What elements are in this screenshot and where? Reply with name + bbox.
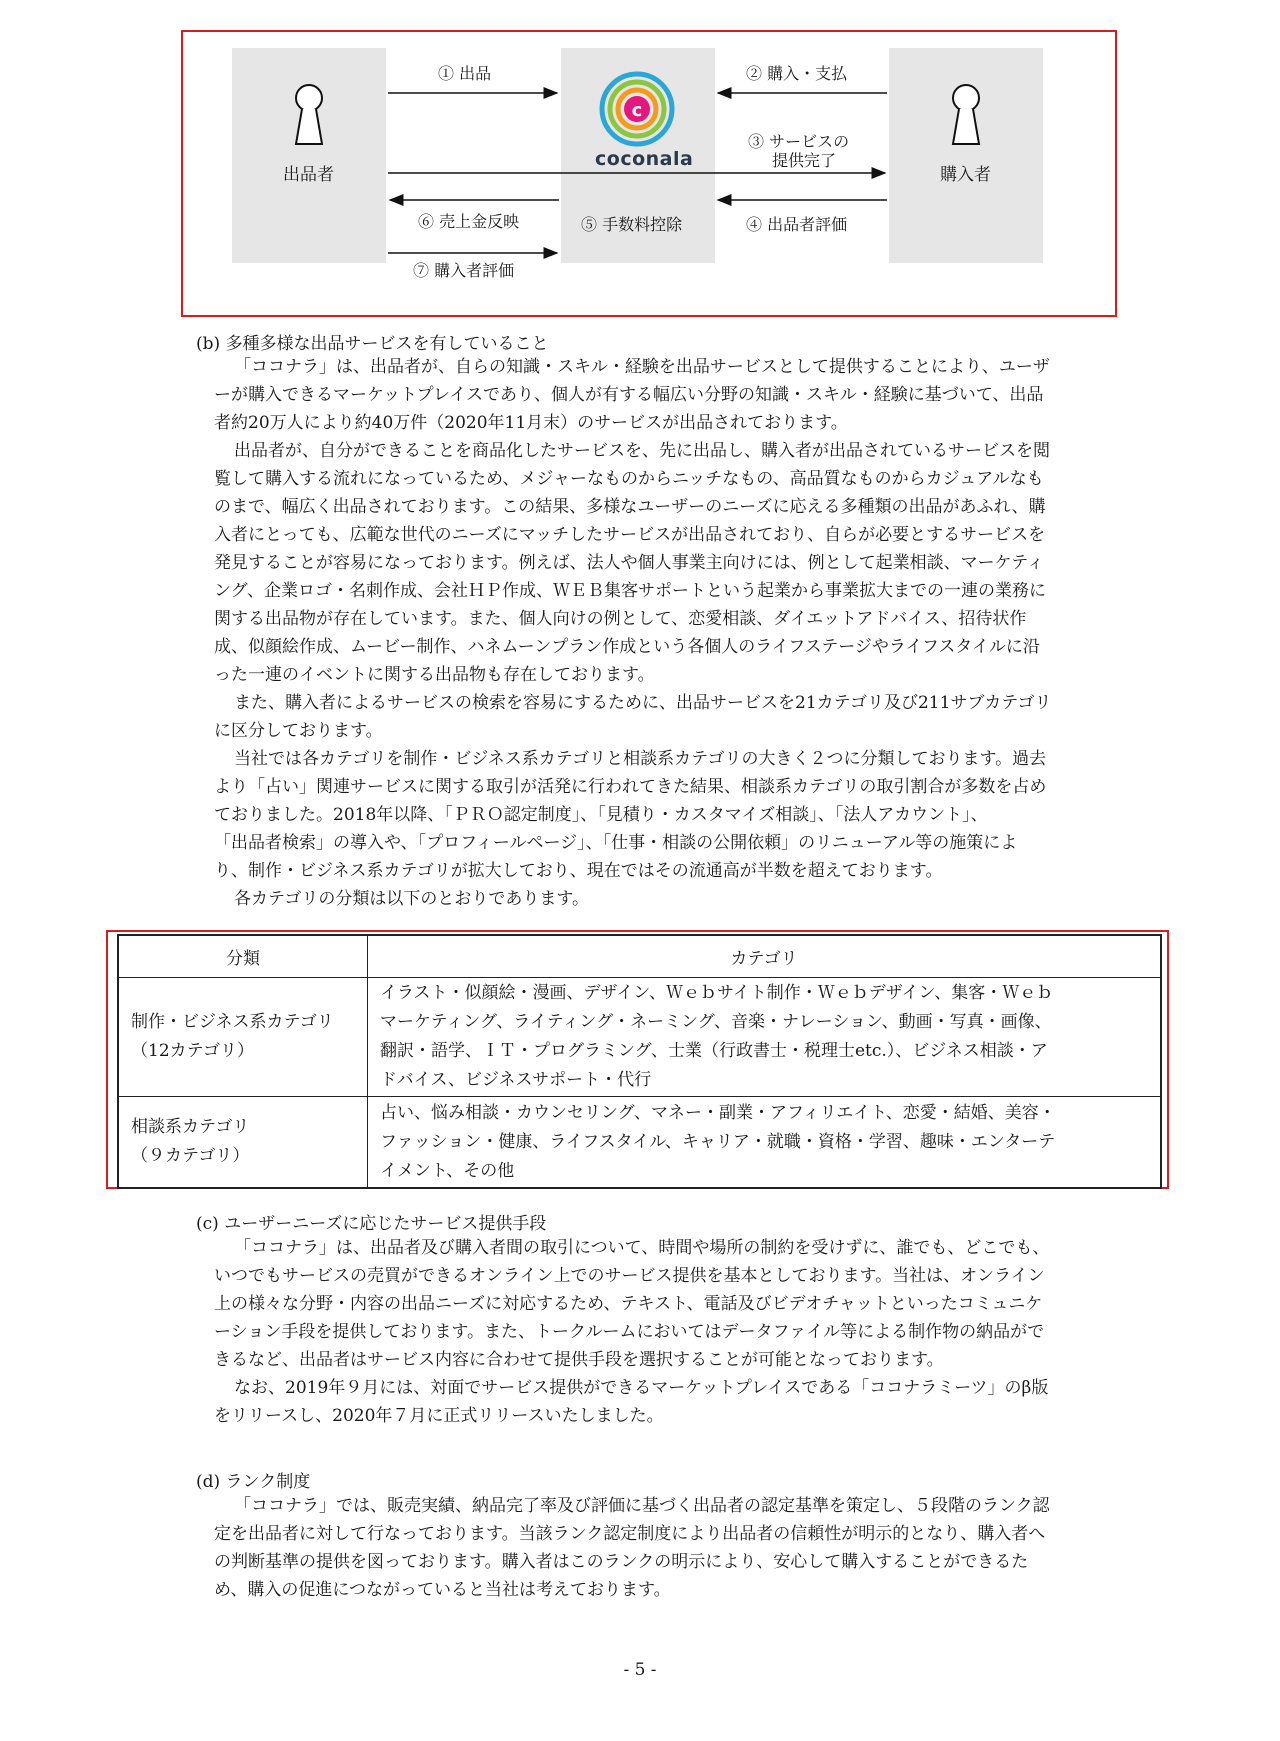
section-b-line: 出品者が、自分ができることを商品化したサービスを、先に出品し、購入者が出品されているサービスを閲 — [234, 441, 1050, 461]
section-c-line: 「ココナラ」は、出品者及び購入者間の取引について、時間や場所の制約を受けずに、誰でも、どこでも、 — [234, 1238, 1050, 1258]
section-c-line: 上の様々な分野・内容の出品ニーズに対応するため、テキスト、電話及びビデオチャットといったコミュニケ — [214, 1294, 1043, 1314]
section-b-line: 覧して購入する流れになっているため、メジャーなものからニッチなもの、高品質なものからカジュアルなも — [214, 469, 1044, 489]
section-c-line: をリリースし、2020年７月に正式リリースいたしました。 — [214, 1406, 664, 1426]
section-b-line: 発見することが容易になっております。例えば、法人や個人事業主向けには、例として起業相談、マーケティ — [214, 553, 1044, 573]
section-c-heading: (c) ユーザーニーズに応じたサービス提供手段 — [196, 1214, 547, 1234]
section-b-line: 入者にとっても、広範な世代のニーズにマッチしたサービスが出品されており、自らが必要とするサービスを — [214, 525, 1046, 545]
section-b-line: 「ココナラ」は、出品者が、自らの知識・スキル・経験を出品サービスとして提供することにより、ユーザ — [234, 357, 1050, 377]
category-line: イメント、その他 — [380, 1160, 515, 1181]
buyer-label: 購入者 — [940, 165, 991, 185]
category-cell — [368, 1097, 1162, 1189]
category-line: 占い、悩み相談・カウンセリング、マネー・副業・アフィリエイト、恋愛・結婚、美容・ — [380, 1102, 1056, 1123]
section-b-line: り、制作・ビジネス系カテゴリが拡大しており、現在ではその流通高が半数を超えております。 — [214, 861, 943, 881]
table-row — [118, 978, 1161, 1097]
label-seller-rating: ④ 出品者評価 — [746, 215, 848, 234]
category-cell — [368, 978, 1162, 1097]
section-b-line: 者約20万人により約40万件（2020年11月末）のサービスが出品されております。 — [214, 413, 848, 433]
label-buyer-rating: ⑦ 購入者評価 — [413, 261, 515, 280]
header-category: カテゴリ — [368, 935, 1162, 978]
section-b-line: に区分しております。 — [214, 721, 383, 741]
diagram-arrows — [0, 0, 1280, 300]
class-count: （12カテゴリ） — [131, 1041, 254, 1061]
label-fee-deduction: ⑤ 手数料控除 — [581, 215, 683, 234]
section-b-line: ング、企業ロゴ・名刺作成、会社ＨＰ作成、ＷＥＢ集客サポートという起業から事業拡大までの一連の業務に — [214, 581, 1046, 601]
section-d-body — [214, 1492, 1050, 1604]
class-cell — [118, 1097, 368, 1189]
section-b-line: 関する出品物が存在しています。また、個人向けの例として、恋愛相談、ダイエットアドバイス、招待状作 — [214, 609, 1027, 629]
section-b-line: 「出品者検索」の導入や、「プロフィールページ」、「仕事・相談の公開依頼」のリニューアル等の施策によ — [214, 833, 1018, 853]
table-header-row — [118, 935, 1161, 978]
page-number: - 5 - — [623, 1660, 657, 1680]
section-c-line: きるなど、出品者はサービス内容に合わせて提供手段を選択することが可能となっております。 — [214, 1350, 944, 1370]
seller-label: 出品者 — [283, 165, 334, 185]
section-b-line: のまで、幅広く出品されております。この結果、多様なユーザーのニーズに応える多種類の出品があふれ、購 — [214, 497, 1046, 517]
category-line: 翻訳・語学、ＩＴ・プログラミング、士業（行政書士・税理士etc.）、ビジネス相談・ア — [380, 1041, 1048, 1061]
section-b-line: また、購入者によるサービスの検索を容易にするために、出品サービスを21カテゴリ及び211サブカテゴリ — [234, 693, 1052, 713]
section-b-heading: (b) 多種多様な出品サービスを有していること — [196, 334, 549, 354]
label-listing: ① 出品 — [438, 64, 492, 83]
label-service-complete-2: 提供完了 — [772, 151, 837, 170]
section-b-line: 各カテゴリの分類は以下のとおりであります。 — [234, 889, 589, 909]
label-service-complete-1: ③ サービスの — [748, 132, 850, 151]
coconala-logo-text: coconala — [595, 148, 694, 170]
section-b-line: ておりました。2018年以降、「ＰＲＯ認定制度」、「見積り・カスタマイズ相談」、「法人アカウント」、 — [214, 805, 988, 825]
section-d-line: 「ココナラ」では、販売実績、納品完了率及び評価に基づく出品者の認定基準を策定し、５段階のランク認 — [234, 1496, 1050, 1516]
label-sales-reflection: ⑥ 売上金反映 — [418, 212, 520, 231]
svg-text:c: c — [631, 100, 643, 121]
section-c-line: なお、2019年９月には、対面でサービス提供ができるマーケットプレイスである「ココナラミーツ」のβ版 — [234, 1378, 1049, 1398]
section-b-line: 当社では各カテゴリを制作・ビジネス系カテゴリと相談系カテゴリの大きく２つに分類しております。過去 — [234, 749, 1047, 769]
section-c-body — [214, 1234, 1049, 1430]
category-line: イラスト・似顔絵・漫画、デザイン、Ｗｅｂサイト制作・Ｗｅｂデザイン、集客・Ｗｅｂ — [380, 983, 1054, 1003]
category-line: ドバイス、ビジネスサポート・代行 — [380, 1070, 652, 1090]
category-table — [117, 934, 1162, 1189]
section-c-line: いつでもサービスの売買ができるオンライン上でのサービス提供を基本としております。当社は、オンライン — [214, 1266, 1045, 1286]
section-b-line: より「占い」関連サービスに関する取引が活発に行われてきた結果、相談系カテゴリの取引割合が多数を占め — [214, 777, 1047, 797]
class-count: （９カテゴリ） — [131, 1146, 250, 1166]
section-c-line: ーション手段を提供しております。また、トークルームにおいてはデータファイル等による制作物の納品がで — [214, 1322, 1045, 1342]
section-b-line: ーが購入できるマーケットプレイスであり、個人が有する幅広い分野の知識・スキル・経験に基づいて、出品 — [214, 385, 1044, 405]
section-d-line: め、購入の促進につながっていると当社は考えております。 — [214, 1580, 671, 1600]
category-line: マーケティング、ライティング・ネーミング、音楽・ナレーション、動画・写真・画像、 — [380, 1012, 1052, 1032]
table-row — [118, 1097, 1161, 1189]
section-b-line: った一連のイベントに関する出品物も存在しております。 — [214, 665, 655, 685]
section-d-line: 定を出品者に対して行なっております。当該ランク認定制度により出品者の信頼性が明示的となり、購入者へ — [214, 1524, 1046, 1544]
category-line: ファッション・健康、ライフスタイル、キャリア・就職・資格・学習、趣味・エンターテ — [380, 1131, 1056, 1152]
section-d-line: の判断基準の提供を図っております。購入者はこのランクの明示により、安心して購入することができるた — [214, 1552, 1029, 1572]
header-class: 分類 — [118, 935, 368, 978]
section-d-heading: (d) ランク制度 — [196, 1472, 311, 1492]
class-cell — [118, 978, 368, 1097]
class-name: 相談系カテゴリ — [131, 1117, 250, 1137]
label-purchase-payment: ② 購入・支払 — [746, 64, 848, 83]
section-b-body — [214, 353, 1052, 913]
section-b-line: 成、似顔絵作成、ムービー制作、ハネムーンプラン作成という各個人のライフステージやライフスタイルに沿 — [214, 637, 1040, 657]
class-name: 制作・ビジネス系カテゴリ — [131, 1012, 334, 1032]
